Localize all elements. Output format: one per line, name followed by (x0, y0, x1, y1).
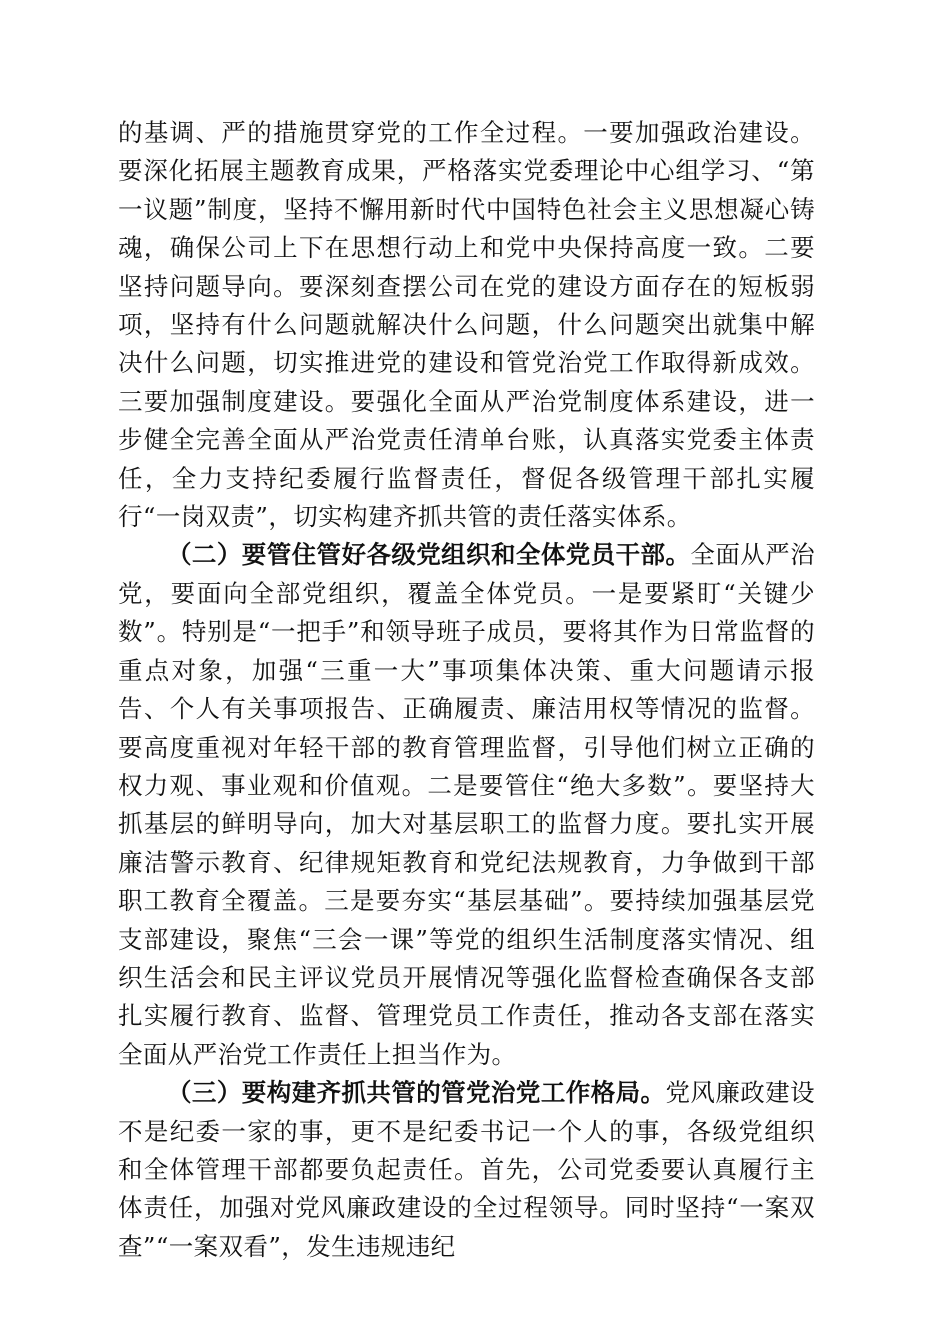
paragraph-3 (118, 1074, 815, 1266)
paragraph-1-text: 的基调、严的措施贯穿党的工作全过程。一要加强政治建设。要深化拓展主题教育成果，严格落实党委理论中心组学习、“第一议题”制度，坚持不懈用新时代中国特色社会主义思想凝心铸魂，确保公司上下在思想行动上和党中央保持高度一致。二要坚持问题导向。要深刻查摆公司在党的建设方面存在的短板弱项，坚持有什么问题就解决什么问题，什么问题突出就集中解决什么问题，切实推进党的建设和管党治党工作取得新成效。三要加强制度建设。要强化全面从严治党制度体系建设，进一步健全完善全面从严治党责任清单台账，认真落实党委主体责任，全力支持纪委履行监督责任，督促各级管理干部扎实履行“一岗双责”，切实构建齐抓共管的责任落实体系。 (118, 118, 815, 532)
paragraph-1 (118, 114, 815, 536)
document-body (118, 114, 815, 1266)
paragraph-3-text: 党风廉政建设不是纪委一家的事，更不是纪委书记一个人的事，各级党组织和全体管理干部都要负起责任。首先，公司党委要认真履行主体责任，加强对党风廉政建设的全过程领导。同时坚持“一案双查”“一案双看”，发生违规违纪 (118, 1078, 816, 1261)
paragraph-2 (118, 536, 815, 1074)
section-heading-3: （三）要构建齐抓共管的管党治党工作格局。 (167, 1078, 666, 1108)
paragraph-2-text: 全面从严治党，要面向全部党组织，覆盖全体党员。一是要紧盯“关键少数”。特别是“一把手”和领导班子成员，要将其作为日常监督的重点对象，加强“三重一大”事项集体决策、重大问题请示报告、个人有关事项报告、正确履责、廉洁用权等情况的监督。要高度重视对年轻干部的教育管理监督，引导他们树立正确的权力观、事业观和价值观。二是要管住“绝大多数”。要坚持大抓基层的鲜明导向，加大对基层职工的监督力度。要扎实开展廉洁警示教育、纪律规矩教育和党纪法规教育，力争做到干部职工教育全覆盖。三是要夯实“基层基础”。要持续加强基层党支部建设，聚焦“三会一课”等党的组织生活制度落实情况、组织生活会和民主评议党员开展情况等强化监督检查确保各支部扎实履行教育、监督、管理党员工作责任，推动各支部在落实全面从严治党工作责任上担当作为。 (118, 540, 816, 1069)
section-heading-2: （二）要管住管好各级党组织和全体党员干部。 (167, 540, 691, 570)
